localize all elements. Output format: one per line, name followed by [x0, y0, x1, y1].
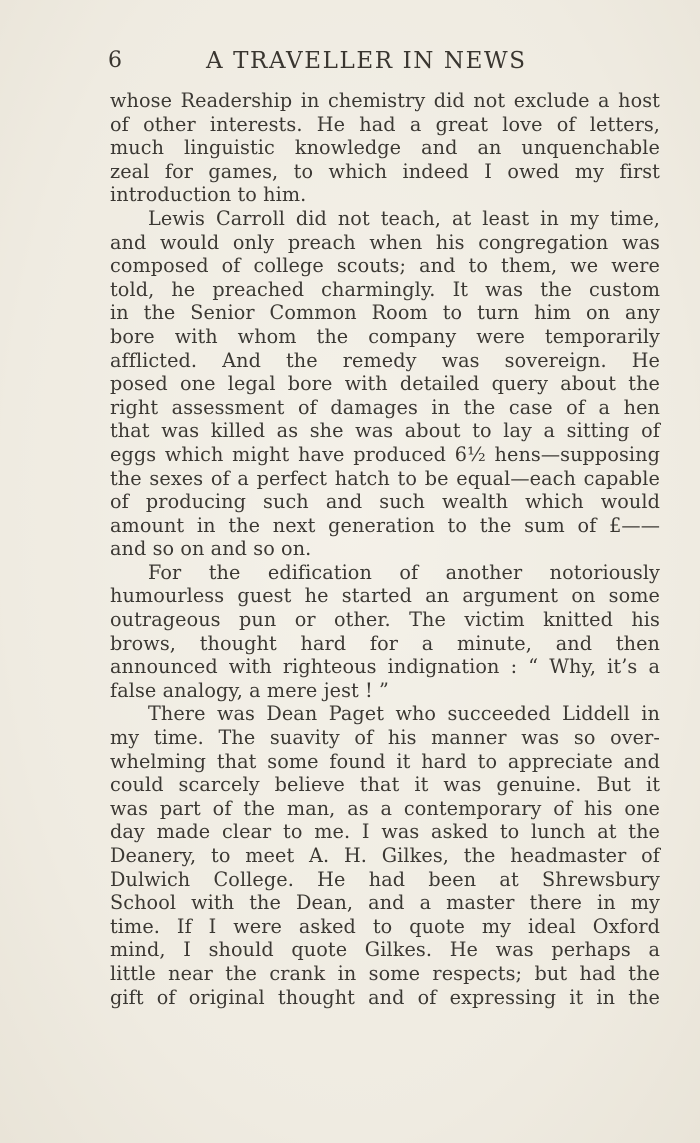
text-line: humourless guest he started an argument on some: [110, 584, 660, 608]
body-text: [110, 89, 660, 1009]
text-line: zeal for games, to which indeed I owed my first: [110, 159, 660, 183]
text-line: little near the crank in some respects; but had the: [110, 961, 660, 985]
text-line: of producing such and such wealth which would: [110, 490, 660, 514]
text-line: eggs which might have produced 6½ hens—supposing: [110, 442, 660, 466]
text-line: and so on and so on.: [110, 537, 312, 561]
text-line: day made clear to me. I was asked to lunch at the: [110, 820, 660, 844]
text-line: time. If I were asked to quote my ideal Oxford: [110, 914, 660, 938]
text-line: that was killed as she was about to lay a sitting of: [110, 419, 660, 443]
text-line: told, he preached charmingly. It was the custom: [110, 277, 660, 301]
text-line: could scarcely believe that it was genuine. But it: [110, 773, 660, 797]
text-line: composed of college scouts; and to them, we were: [110, 254, 660, 278]
text-line: of other interests. He had a great love of letters,: [110, 112, 660, 136]
text-line: Deanery, to meet A. H. Gilkes, the headmaster of: [110, 844, 660, 867]
text-line: School with the Dean, and a master there in my: [110, 891, 660, 915]
text-line: Dulwich College. He had been at Shrewsbury: [110, 867, 660, 891]
text-line: mind, I should quote Gilkes. He was perhaps a: [110, 938, 660, 962]
text-line: Lewis Carroll did not teach, at least in my time,: [148, 206, 660, 230]
text-line: false analogy, a mere jest ! ”: [110, 678, 389, 702]
text-line: in the Senior Common Room to turn him on any: [110, 301, 660, 325]
text-line: announced with righteous indignation : “ Why, it’s a: [110, 655, 660, 679]
text-line: For the edification of another notoriously: [148, 560, 660, 584]
text-line: There was Dean Paget who succeeded Liddell in: [148, 702, 660, 726]
text-line: afflicted. And the remedy was sovereign. He: [110, 348, 660, 372]
text-line: gift of original thought and of expressing it in the: [110, 985, 660, 1009]
text-line: my time. The suavity of his manner was so over-: [110, 726, 660, 750]
text-line: much linguistic knowledge and an unquenchable: [110, 136, 660, 160]
text-line: and would only preach when his congregation was: [110, 230, 660, 254]
text-line: introduction to him.: [110, 183, 307, 207]
text-line: the sexes of a perfect hatch to be equal—each capable: [110, 466, 660, 490]
text-line: bore with whom the company were temporarily: [110, 324, 660, 348]
running-title: A TRAVELLER IN NEWS: [206, 48, 527, 74]
page-header: [108, 48, 660, 78]
page-number: 6: [108, 48, 123, 73]
text-line: outrageous pun or other. The victim knitted his: [110, 608, 660, 632]
text-line: whose Readership in chemistry did not exclude a host: [110, 89, 660, 112]
text-line: whelming that some found it hard to appreciate and: [110, 749, 660, 773]
text-line: right assessment of damages in the case of a hen: [110, 395, 660, 419]
text-line: posed one legal bore with detailed query about the: [110, 372, 660, 396]
text-line: was part of the man, as a contemporary of his one: [110, 796, 660, 820]
text-line: brows, thought hard for a minute, and then: [110, 631, 660, 655]
text-line: amount in the next generation to the sum of £——: [110, 513, 660, 537]
